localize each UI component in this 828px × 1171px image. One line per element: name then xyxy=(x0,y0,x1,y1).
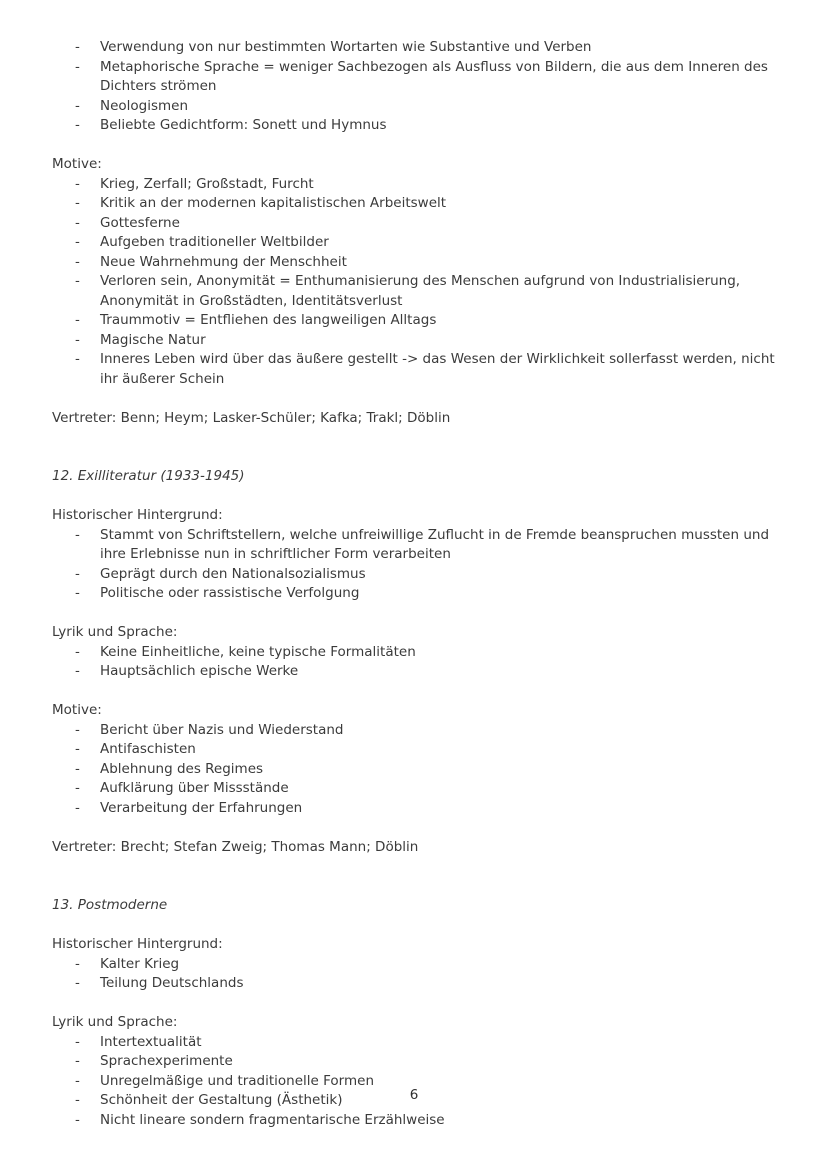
list-item xyxy=(52,38,782,58)
dash-bullet: - xyxy=(75,351,80,367)
dash-bullet: - xyxy=(75,234,80,250)
dash-bullet: - xyxy=(75,780,80,796)
list-item-text: Neue Wahrnehmung der Menschheit xyxy=(100,253,347,270)
dash-bullet: - xyxy=(75,1053,80,1069)
list-item xyxy=(52,1111,782,1131)
list-item xyxy=(52,643,782,663)
list-item-text: Verarbeitung der Erfahrungen xyxy=(100,799,303,816)
list-item-text: Hauptsächlich epische Werke xyxy=(100,663,299,679)
list-item-text: Traummotiv = Entfliehen des langweiligen Alltags xyxy=(100,312,437,328)
paragraph: Vertreter: Brecht; Stefan Zweig; Thomas Mann; Döblin xyxy=(52,838,419,855)
list-item-text: Beliebte Gedichtform: Sonett und Hymnus xyxy=(100,117,387,133)
dash-bullet: - xyxy=(75,975,80,991)
list-item-text: Ablehnung des Regimes xyxy=(100,760,264,777)
list-item-text: Krieg, Zerfall; Großstadt, Furcht xyxy=(100,175,314,192)
dash-bullet: - xyxy=(75,195,80,211)
list-item xyxy=(52,233,782,253)
section-label: Lyrik und Sprache: xyxy=(52,1014,178,1030)
dash-bullet: - xyxy=(75,955,80,972)
list-item-text: Magische Natur xyxy=(100,331,206,348)
paragraph: Vertreter: Benn; Heym; Lasker-Schüler; Kafka; Trakl; Döblin xyxy=(52,409,451,426)
list-item-text: Schönheit der Gestaltung (Ästhetik) xyxy=(100,1092,343,1108)
dash-bullet: - xyxy=(75,565,80,582)
section-label: Historischer Hintergrund: xyxy=(52,936,223,952)
list-item xyxy=(52,175,782,195)
list-item xyxy=(52,253,782,273)
section-label: Motive: xyxy=(52,156,102,172)
section-label: Lyrik und Sprache: xyxy=(52,624,178,640)
list-item-text: Verwendung von nur bestimmten Wortarten wie Substantive und Verben xyxy=(100,39,592,55)
list-item-text: Verloren sein, Anonymität = Enthumanisierung des Menschen aufgrund von Industrialisierung, Anonymität in Großstädten, Identitätsverlust xyxy=(100,273,741,309)
list-item xyxy=(52,97,782,117)
list-item-text: Bericht über Nazis und Wiederstand xyxy=(100,721,344,738)
dash-bullet: - xyxy=(75,97,80,114)
dash-bullet: - xyxy=(75,331,80,348)
dash-bullet: - xyxy=(75,663,80,679)
dash-bullet: - xyxy=(75,214,80,231)
bullet-list xyxy=(52,1033,782,1131)
dash-bullet: - xyxy=(75,39,80,55)
list-item xyxy=(52,1033,782,1053)
dash-bullet: - xyxy=(75,253,80,270)
list-item xyxy=(52,974,782,994)
list-item xyxy=(52,194,782,214)
list-item xyxy=(52,311,782,331)
list-item-text: Aufklärung über Missstände xyxy=(100,780,289,796)
list-item-text: Unregelmäßige und traditionelle Formen xyxy=(100,1072,375,1089)
list-item xyxy=(52,955,782,975)
list-item-text: Kalter Krieg xyxy=(100,955,180,972)
dash-bullet: - xyxy=(75,1111,80,1128)
bullet-list xyxy=(52,38,782,136)
list-item xyxy=(52,214,782,234)
dash-bullet: - xyxy=(75,175,80,192)
list-item xyxy=(52,740,782,760)
list-item-text: Metaphorische Sprache = weniger Sachbezogen als Ausfluss von Bildern, die aus dem Inneren des Dichters strömen xyxy=(100,58,768,94)
dash-bullet: - xyxy=(75,117,80,133)
dash-bullet: - xyxy=(75,1033,80,1050)
section-heading: 13. Postmoderne xyxy=(52,897,168,913)
list-item xyxy=(52,721,782,741)
list-item xyxy=(52,331,782,351)
list-item-text: Intertextualität xyxy=(100,1033,202,1050)
dash-bullet: - xyxy=(75,585,80,601)
list-item-text: Nicht lineare sondern fragmentarische Erzählweise xyxy=(100,1111,445,1128)
list-item xyxy=(52,350,782,389)
list-item-text: Inneres Leben wird über das äußere gestellt -> das Wesen der Wirklichkeit sollerfasst werden, nicht ihr äußerer Schein xyxy=(100,351,775,387)
list-item-text: Neologismen xyxy=(100,97,189,114)
list-item xyxy=(52,584,782,604)
list-item-text: Teilung Deutschlands xyxy=(100,975,244,991)
list-item-text: Geprägt durch den Nationalsozialismus xyxy=(100,565,366,582)
list-item-text: Antifaschisten xyxy=(100,741,196,757)
list-item-text: Aufgeben traditioneller Weltbilder xyxy=(100,234,329,250)
dash-bullet: - xyxy=(75,1092,80,1108)
dash-bullet: - xyxy=(75,760,80,777)
list-item-text: Stammt von Schriftstellern, welche unfreiwillige Zuflucht in de Fremde beanspruchen mussten und ihre Erlebnisse nun in schriftlicher Form verarbeiten xyxy=(100,526,770,562)
list-item xyxy=(52,526,782,565)
list-item xyxy=(52,116,782,136)
list-item xyxy=(52,662,782,682)
dash-bullet: - xyxy=(75,273,80,289)
list-item xyxy=(52,779,782,799)
list-item xyxy=(52,799,782,819)
bullet-list xyxy=(52,175,782,390)
bullet-list xyxy=(52,721,782,819)
page-number: 6 xyxy=(409,1086,419,1103)
list-item-text: Kritik an der modernen kapitalistischen Arbeitswelt xyxy=(100,195,447,211)
list-item xyxy=(52,565,782,585)
list-item-text: Gottesferne xyxy=(100,214,180,231)
dash-bullet: - xyxy=(75,58,80,75)
bullet-list xyxy=(52,955,782,994)
list-item xyxy=(52,272,782,311)
list-item xyxy=(52,58,782,97)
dash-bullet: - xyxy=(75,312,80,328)
section-label: Motive: xyxy=(52,702,102,718)
page-footer xyxy=(0,1086,828,1106)
dash-bullet: - xyxy=(75,1072,80,1089)
bullet-list xyxy=(52,526,782,604)
dash-bullet: - xyxy=(75,741,80,757)
dash-bullet: - xyxy=(75,643,80,660)
document-content xyxy=(52,38,782,1130)
list-item-text: Politische oder rassistische Verfolgung xyxy=(100,585,360,601)
section-heading: 12. Exilliteratur (1933-1945) xyxy=(52,468,245,484)
list-item-text: Keine Einheitliche, keine typische Formalitäten xyxy=(100,643,416,660)
list-item xyxy=(52,760,782,780)
list-item xyxy=(52,1052,782,1072)
bullet-list xyxy=(52,643,782,682)
dash-bullet: - xyxy=(75,799,80,816)
dash-bullet: - xyxy=(75,721,80,738)
section-label: Historischer Hintergrund: xyxy=(52,507,223,523)
dash-bullet: - xyxy=(75,526,80,543)
list-item-text: Sprachexperimente xyxy=(100,1053,233,1069)
